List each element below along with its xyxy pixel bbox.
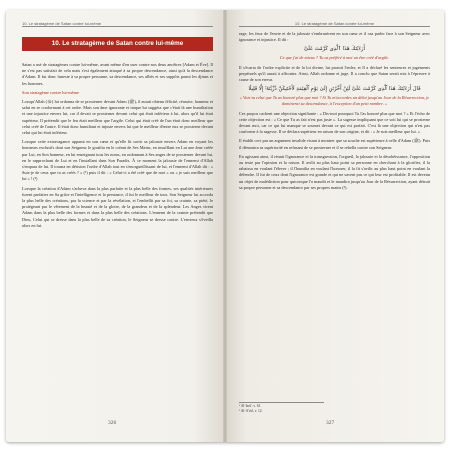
paragraph: Satan a usé de stratagèmes contre lui-même, avant même d'en user contre nos deux ancêtres [Adam et Ève]. Il ne s'est pas satisfait de cela mais s'est également attaqué à sa propre descendance, ainsi qu'à la descendance d'Adam. Il fut donc funeste à sa propre personne, sa descendance, ses alliés et ses suppôts parmi les djinns et les hommes. [22,62,213,86]
verse-translation: Ce que j'ai de mieux ? Tu as préféré à moi un être créé d'argile. [279,55,390,61]
open-book [6,10,444,442]
page-number-left: 326 [108,420,117,426]
paragraph: En agissant ainsi, il réunit l'ignorance et la transgression, l'orgueil, la jalousie et la désobéissance, l'opposition au texte par l'opinion et la raison. Il avilit au plus haut point sa personne en cherchant à la glorifier, il la rabaissa en voulant l'élever ; il l'humilia en voulant l'honorer, il la fit s'avilir au plus haut point en voulant la défendre. Il fut de ceux dont l'ignorance est grande et qui ne savent pas ce qui leur est profitable. Il est devenu un objet de malédiction pour quiconque l'a maudit et le maudira jusqu'au Jour de la Résurrection, ayant détruit sa propre personne et sa descendance par ses propres mains (³). [239,153,430,190]
running-head-right: 10. Le stratagème de Satan contre lui-même [239,20,430,27]
footnote: ¹ Al-Isrâ', v. 61. [239,404,262,408]
paragraph: Ces propos cachent une objection signifiante : « Dis-moi pourquoi Tu l'as honoré plus que moi ? » Et l'écho de cette objection est : « Ce que Tu as fait n'est pas juste ». La sagesse impliquant que ce soit lui qui se prosterne devant moi, car ce qui lui manque se soumet devant ce qui est parfait. C'est là une objection qui n'est pas conforme à la sagesse. Il se déclara supérieur en raison de son origine, et dit : « Je suis meilleur que lui. » [239,110,430,135]
right-page [225,10,444,442]
footnotes [239,402,324,414]
paragraph: Il s'écarta de l'ordre explicite et de la loi divine, lui promit l'enfer, et Il a déclaré les sentences et jugements perpétuels qu'il aurait à affronter. Ainsi, Allah ordonne et juge. Il a conclu que Satan serait mis à l'épreuve à cause de son erreur. [239,64,430,83]
section-subheading: Son stratagème contre lui-même [22,89,79,95]
chapter-title: 10. Le stratagème de Satan contre lui-même [22,37,213,51]
right-page-body [239,31,430,396]
paragraph: Lorsqu'Allah (ﷻ) lui ordonna de se prosterner devant Adam (ﷺ), il aurait obtenu félicité, réussite, honneur et salut en se conformant à cet ordre. Mais son âme ignorante et inique lui suggéra que c'était là une humiliation et une injustice envers lui, car il devait se prosterner devant celui qui était inférieur à lui, alors qu'il lui était supérieur. Il prétendit que le feu était meilleur que l'argile. Celui qui était créé de l'un était donc meilleur que celui créé de l'autre. Il était donc humiliant et injuste envers lui que le meilleur d'entre eux se prosterne devant celui qui lui était inférieur. [22,99,214,136]
page-number-right: 327 [326,420,335,426]
left-page [6,10,225,442]
left-page-body [22,62,213,402]
paragraph: Il établit ceci par un argument invalide visant à montrer que sa souche est supérieure à celle d'Adam (ﷺ). Puis il démontra sa supériorité en refusant de se prosterner et il se rebella contre son Seigneur. [239,138,431,150]
paragraph: Lorsque la création d'Adam s'acheva dans la plus parfaite et la plus belle des formes, ses qualités intérieures furent parfaites en Sa grâce et l'intelligence et la prestance, il fut le meilleur de tous. Son Seigneur lui accorda la plus belle des créations, par la science et par la révélation, et l'embellit par sa foi, sa crainte, sa piété, le protégeant par le vêtement de la beauté et de la gloire, de la grandeur et de la splendeur. Les Anges virent Adam dans la plus belle des formes et dans la plus belle des créations. L'ennemi de la crainte prétendit que Dieu, Celui qui se dresse dans la plus belle de sa création, le Seigneur se dresse contre. L'envieux s'éveilla alors en lui. [22,185,213,228]
running-head-left: 10. Le stratagème de Satan contre lui-même [22,20,213,27]
book-gutter [223,10,227,442]
footnote: ² Al-A'râf, v. 12. [239,409,263,413]
arabic-verse: أَرَءَيْتَكَ هَٰذَا ٱلَّذِى كَرَّمْتَ عَلَىَّ [303,46,365,53]
paragraph: rage, les feux de l'envie et de la jalousie s'embrasèrent en son cœur et il osa parler face à son Seigneur avec ignorance et injustice. Il dit : [239,31,430,43]
arabic-verse: قَالَ أَرَءَيْتَكَ هَٰذَا ٱلَّذِى كَرَّمْتَ عَلَىَّ لَئِنْ أَخَّرْتَنِ إِلَىٰ يَوْمِ ٱلْقِيَٰمَةِ لَأَحْتَنِكَنَّ ذُرِّيَّتَهُۥٓ إِلَّا قَلِيلًا [248,86,421,93]
verse-translation: « Vois-tu celui que Tu as honoré plus que moi ? Si Tu m'accordes un délai jusqu'au Jour de la Résurrection, je dominerai sa descendance, à l'exception d'un petit nombre. » [239,95,430,107]
paragraph: Lorsque cette extravagance apparut en son cœur et qu'elle fit sortir sa jalousie envers Adam en voyant les honneurs exclusifs dont son Seigneur le gratifia en le créant de Ses Mains, en insufflant en Lui une âme créée par Lui, en Son honneur, en lui enseignant tous les noms, en ordonnant à Ses anges de se prosterner devant lui, en le rapprochant de Lui et en l'installant dans Son Paradis. À ce moment la jalousie de l'ennemi d'Allah s'empara de lui. Il tourna en dérision l'ordre d'Allah tout en s'enorgueillissant de lui, et l'ennemi d'Allah dit : « Suis-je de ceux que tu as créés ? » (¹) puis il dit : « Celui-ci a été créé que de moi » ou « je suis meilleur que lui » ! (²) [22,139,213,182]
